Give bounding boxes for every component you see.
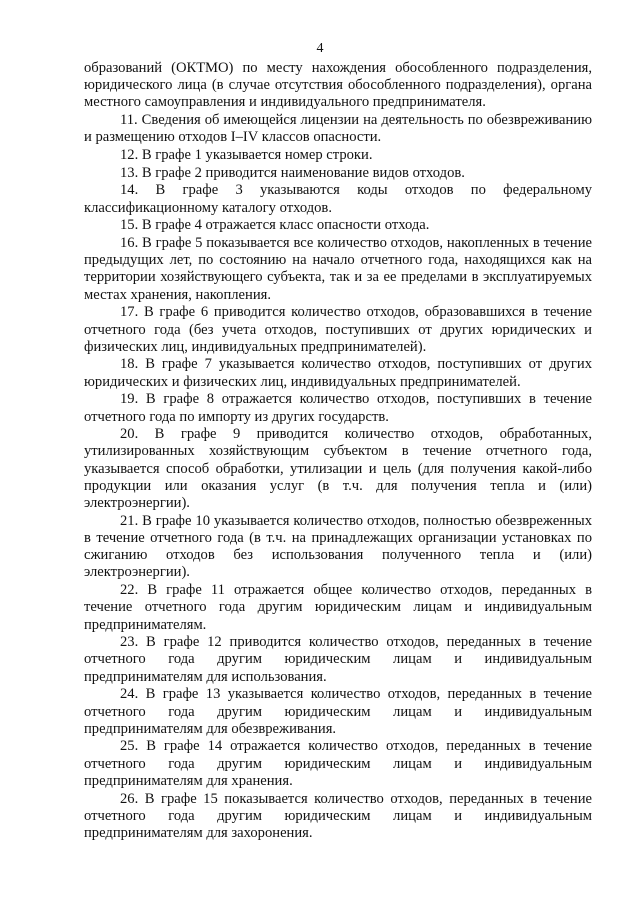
paragraph-continuation: образований (ОКТМО) по месту нахождения обособленного подразделения, юридического лица (в случае отсутствия обособленного подразделения), органа местного самоуправления и индивидуального предпринимателя.	[84, 60, 592, 111]
document-body	[84, 60, 592, 843]
paragraph-12: 12. В графе 1 указывается номер строки.	[120, 147, 373, 164]
paragraph-15: 15. В графе 4 отражается класс опасности отхода.	[120, 217, 430, 234]
paragraph-11: 11. Сведения об имеющейся лицензии на деятельность по обезвреживанию и размещению отходов I–IV классов опасности.	[84, 112, 592, 146]
paragraph-21: 21. В графе 10 указывается количество отходов, полностью обезвреженных в течение отчетного года (в т.ч. на принадлежащих организации установках по сжиганию отходов без использования полученного тепла и (или) электроэнергии).	[84, 512, 592, 581]
paragraph-26: 26. В графе 15 показывается количество отходов, переданных в течение отчетного года другим юридическим лицам и индивидуальным предпринимателям для захоронения.	[84, 790, 592, 841]
paragraph-20: 20. В графе 9 приводится количество отходов, обработанных, утилизированных хозяйствующим субъектом в течение отчетного года, указывается способ обработки, утилизации и цель (для получения какой-либо продукции или оказания услуг (в т.ч. для получения тепла и (или) электроэнергии).	[84, 426, 592, 512]
paragraph-19: 19. В графе 8 отражается количество отходов, поступивших в течение отчетного года по импорту из других государств.	[84, 391, 592, 425]
paragraph-16: 16. В графе 5 показывается все количество отходов, накопленных в течение предыдущих лет, по состоянию на начало отчетного года, находящихся как на территории хозяйствующего субъекта, так и за ее пределами в эксплуатируемых местах хранения, накопления.	[84, 235, 592, 303]
paragraph-22: 22. В графе 11 отражается общее количество отходов, переданных в течение отчетного года другим юридическим лицам и индивидуальным предпринимателям.	[84, 582, 592, 633]
paragraph-24: 24. В графе 13 указывается количество отходов, переданных в течение отчетного года другим юридическим лицам и индивидуальным предпринимателям для обезвреживания.	[84, 686, 592, 737]
paragraph-23: 23. В графе 12 приводится количество отходов, переданных в течение отчетного года другим юридическим лицам и индивидуальным предпринимателям для использования.	[84, 634, 592, 685]
paragraph-14: 14. В графе 3 указываются коды отходов по федеральному классификационному каталогу отходов.	[84, 182, 592, 216]
paragraph-13: 13. В графе 2 приводится наименование видов отходов.	[120, 164, 465, 181]
paragraph-25: 25. В графе 14 отражается количество отходов, переданных в течение отчетного года другим юридическим лицам и индивидуальным предпринимателям для хранения.	[84, 738, 592, 789]
paragraph-18: 18. В графе 7 указывается количество отходов, поступивших от других юридических и физических лиц, индивидуальных предпринимателей.	[84, 356, 592, 390]
page-number: 4	[316, 41, 324, 56]
paragraph-17: 17. В графе 6 приводится количество отходов, образовавшихся в течение отчетного года (без учета отходов, поступивших от других юридических и физических лиц, индивидуальных предпринимателей).	[84, 304, 592, 355]
